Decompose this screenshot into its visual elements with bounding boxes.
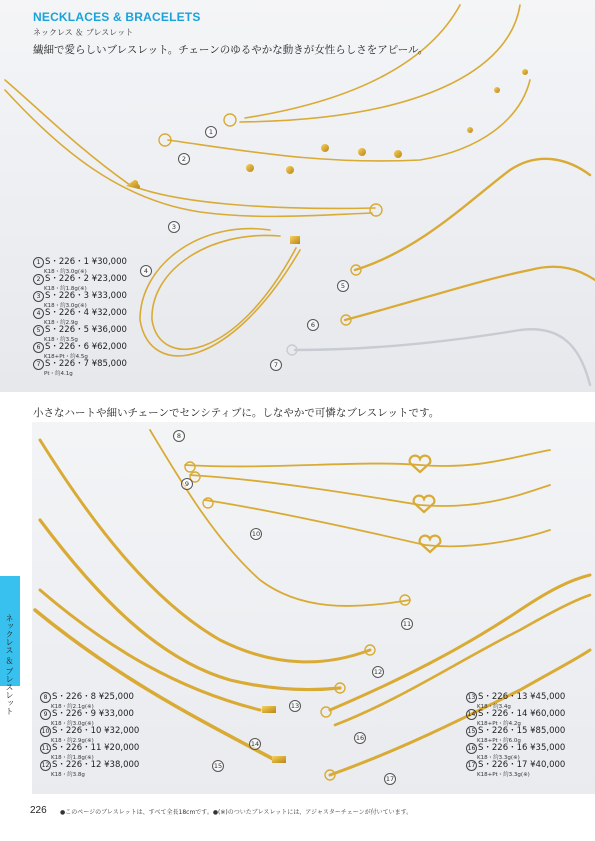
product-code: S・226・14 — [478, 709, 528, 719]
item-number: 1 — [33, 257, 44, 268]
price-item — [466, 690, 566, 710]
price-item — [40, 724, 140, 744]
item-number: 5 — [33, 325, 44, 336]
item-marker: 15 — [213, 762, 223, 770]
product-spec: K18+Pt・約3.3g(※) — [477, 771, 530, 778]
product-price: ¥85,000 — [91, 359, 127, 369]
product-price: ¥20,000 — [104, 743, 140, 753]
side-tab-label: ネックレス ＆ ブレスレット — [5, 614, 14, 716]
item-marker: 5 — [337, 280, 349, 292]
product-spec: K18・約3.3g(※) — [477, 754, 520, 761]
item-number: 9 — [40, 709, 51, 720]
product-code: S・226・13 — [478, 692, 528, 702]
product-code: S・226・4 — [45, 308, 90, 318]
category-subtitle: ネックレス ＆ ブレスレット — [33, 28, 134, 37]
product-price: ¥33,000 — [98, 709, 134, 719]
product-price: ¥30,000 — [91, 257, 127, 267]
price-item — [33, 289, 127, 309]
price-item — [40, 707, 139, 727]
top-lead-text: 繊細で愛らしいブレスレット。チェーンのゆるやかな動きが女性らしさをアピール。 — [33, 44, 429, 56]
price-list-bottom-right — [466, 690, 566, 778]
item-number: 16 — [467, 744, 476, 752]
product-code: S・226・5 — [45, 325, 90, 335]
price-item — [40, 758, 140, 778]
price-item — [466, 707, 566, 727]
category-title: NECKLACES & BRACELETS — [33, 10, 201, 24]
bottom-lead-text: 小さなハートや細いチェーンでセンシティブに。しなやかで可憐なブレスレットです。 — [33, 407, 440, 419]
product-spec: K18+Pt・約4.2g — [477, 720, 521, 727]
product-spec: K18・約3.8g — [51, 771, 85, 778]
price-list-bottom-left — [40, 690, 140, 778]
price-item — [33, 357, 127, 377]
product-spec: K18・約3.0g(※) — [44, 302, 87, 309]
item-number: 2 — [33, 274, 44, 285]
item-marker: 8 — [173, 430, 185, 442]
product-spec: K18・約2.1g(※) — [51, 703, 94, 710]
bottom-hearts — [410, 456, 441, 552]
product-price: ¥33,000 — [91, 291, 127, 301]
item-number: 3 — [33, 291, 44, 302]
item-number: 17 — [467, 761, 476, 769]
item-marker: 13 — [290, 702, 300, 710]
product-spec: K18+Pt・約6.0g — [477, 737, 521, 744]
price-item — [466, 741, 566, 761]
price-list-top — [33, 255, 127, 377]
item-marker: 3 — [168, 221, 180, 233]
product-code: S・226・9 — [52, 709, 97, 719]
price-item — [40, 690, 139, 710]
item-marker: 16 — [355, 734, 365, 742]
item-number: 8 — [40, 692, 51, 703]
item-marker: 9 — [181, 478, 193, 490]
price-item — [33, 340, 127, 360]
item-number: 13 — [467, 693, 476, 701]
page-number: 226 — [30, 805, 47, 816]
product-price: ¥60,000 — [530, 709, 566, 719]
price-item — [33, 323, 127, 343]
product-spec: K18・約1.8g(※) — [44, 285, 87, 292]
product-price: ¥36,000 — [91, 325, 127, 335]
price-item — [33, 306, 127, 326]
product-spec: K18・約3.4g — [477, 703, 511, 710]
top-charms — [126, 69, 528, 189]
price-item — [466, 758, 566, 778]
product-code: S・226・16 — [478, 743, 528, 753]
price-item — [33, 255, 127, 275]
product-spec: K18+Pt・約4.5g — [44, 353, 88, 360]
product-price: ¥40,000 — [530, 760, 566, 770]
item-marker: 7 — [270, 359, 282, 371]
bottom-clasps — [185, 462, 410, 780]
product-price: ¥32,000 — [91, 308, 127, 318]
item-number: 7 — [33, 359, 44, 370]
product-code: S・226・1 — [45, 257, 90, 267]
product-price: ¥38,000 — [104, 760, 140, 770]
product-code: S・226・3 — [45, 291, 90, 301]
product-price: ¥62,000 — [91, 342, 127, 352]
product-price: ¥45,000 — [530, 692, 566, 702]
product-price: ¥23,000 — [91, 274, 127, 284]
item-marker: 4 — [140, 265, 152, 277]
product-price: ¥85,000 — [530, 726, 566, 736]
product-code: S・226・8 — [52, 692, 97, 702]
item-number: 11 — [41, 744, 50, 752]
item-marker: 12 — [373, 668, 383, 676]
price-item — [33, 272, 127, 292]
product-code: S・226・7 — [45, 359, 90, 369]
product-spec: K18・約3.0g(※) — [51, 720, 94, 727]
item-number: 15 — [467, 727, 476, 735]
item-number: 14 — [467, 710, 476, 718]
item-marker: 10 — [251, 530, 261, 538]
product-code: S・226・11 — [52, 743, 102, 753]
item-marker: 14 — [250, 740, 260, 748]
product-price: ¥25,000 — [98, 692, 134, 702]
product-spec: K18・約2.9g(※) — [51, 737, 94, 744]
product-code: S・226・2 — [45, 274, 90, 284]
product-spec: K18・約3.5g — [44, 336, 78, 343]
product-price: ¥32,000 — [104, 726, 140, 736]
item-number: 12 — [41, 761, 50, 769]
product-spec: Pt・約4.1g — [44, 370, 73, 377]
item-marker: 2 — [178, 153, 190, 165]
item-number: 4 — [33, 308, 44, 319]
price-item — [466, 724, 566, 744]
item-marker: 11 — [402, 620, 412, 628]
product-code: S・226・17 — [478, 760, 528, 770]
product-code: S・226・10 — [52, 726, 102, 736]
product-spec: K18・約1.8g(※) — [51, 754, 94, 761]
product-spec: K18・約3.0g(※) — [44, 268, 87, 275]
product-price: ¥35,000 — [530, 743, 566, 753]
item-marker: 1 — [205, 126, 217, 138]
footnote: ●このページのブレスレットは、すべて全長18cmです。●(※)のついたブレスレットには、アジャスターチェーンが付いています。 — [60, 809, 413, 816]
product-code: S・226・6 — [45, 342, 90, 352]
price-item — [40, 741, 140, 761]
product-code: S・226・15 — [478, 726, 528, 736]
item-marker: 17 — [385, 775, 395, 783]
item-number: 10 — [41, 727, 50, 735]
item-marker: 6 — [307, 319, 319, 331]
item-number: 6 — [33, 342, 44, 353]
product-code: S・226・12 — [52, 760, 102, 770]
product-spec: K18・約2.9g — [44, 319, 78, 326]
